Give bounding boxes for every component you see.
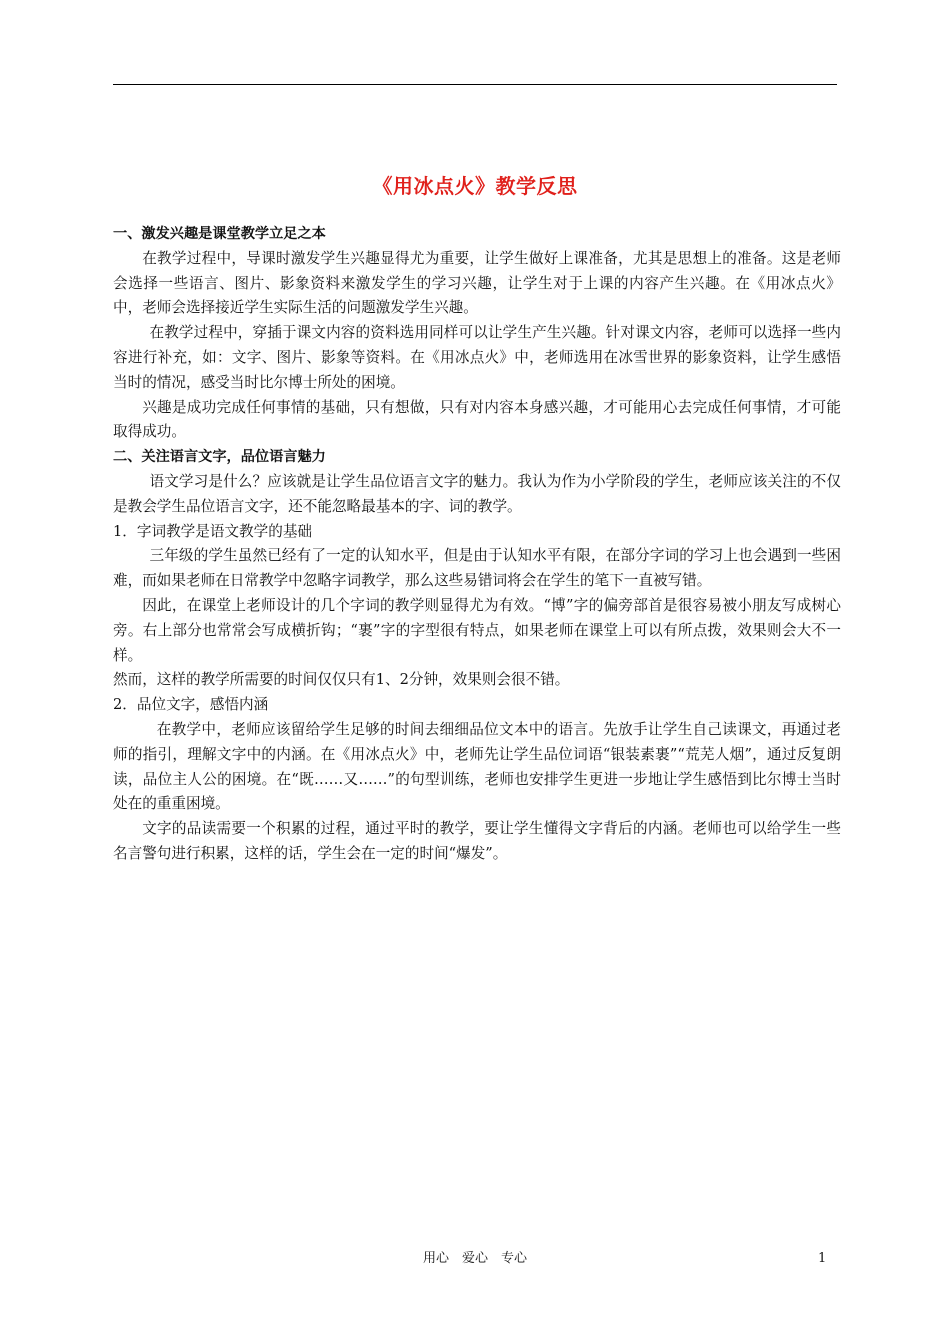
section-heading-1: 一、激发兴趣是课堂教学立足之本 bbox=[113, 226, 326, 242]
page-number: 1 bbox=[818, 1251, 827, 1266]
section-heading-2: 二、关注语言文字，品位语言魅力 bbox=[113, 449, 326, 466]
paragraph: 兴趣是成功完成任何事情的基础，只有想做，只有对内容本身感兴趣，才可能用心去完成任何事情，才可能取得成功。 bbox=[113, 398, 841, 441]
paragraph: 然而，这样的教学所需要的时间仅仅只有1、2分钟，效果则会很不错。 bbox=[113, 671, 570, 689]
footer-motto: 用心 爱心 专心 bbox=[422, 1251, 527, 1266]
subsection-heading-1: 1．字词教学是语文教学的基础 bbox=[113, 522, 313, 540]
paragraph: 在教学过程中，导课时激发学生兴趣显得尤为重要，让学生做好上课准备，尤其是思想上的准备。这是老师会选择一些语言、图片、影象资料来激发学生的学习兴趣，让学生对于上课的内容产生兴趣。在《用冰点火》中，老师会选择接近学生实际生活的问题激发学生兴趣。 bbox=[113, 249, 841, 317]
document-title: 《用冰点火》教学反思 bbox=[372, 174, 578, 198]
paragraph: 三年级的学生虽然已经有了一定的认知水平，但是由于认知水平有限，在部分字词的学习上也会遇到一些困难，而如果老师在日常教学中忽略字词教学，那么这些易错词将会在学生的笔下一直被写错。 bbox=[113, 547, 841, 590]
paragraph: 在教学过程中，穿插于课文内容的资料选用同样可以让学生产生兴趣。针对课文内容，老师可以选择一些内容进行补充，如：文字、图片、影象等资料。在《用冰点火》中，老师选用在冰雪世界的影象资料，让学生感悟当时的情况，感受当时比尔博士所处的困境。 bbox=[113, 324, 841, 391]
paragraph: 因此，在课堂上老师设计的几个字词的教学则显得尤为有效。“博”字的偏旁部首是很容易被小朋友写成树心旁。右上部分也常常会写成横折钩；“裹”字的字型很有特点，如果老师在课堂上可以有所点拨，效果则会大不一样。 bbox=[113, 596, 841, 664]
paragraph: 文字的品读需要一个积累的过程，通过平时的教学，要让学生懂得文字背后的内涵。老师也可以给学生一些名言警句进行积累，这样的话，学生会在一定的时间“爆发”。 bbox=[113, 820, 841, 862]
subsection-heading-2: 2．品位文字，感悟内涵 bbox=[113, 696, 269, 714]
paragraph: 在教学中，老师应该留给学生足够的时间去细细品位文本中的语言。先放手让学生自己读课文，再通过老师的指引，理解文字中的内涵。在《用冰点火》中，老师先让学生品位词语“银装素裹”“荒芜人烟”，通过反复朗读，品位主人公的困境。在“既……又……”的句型训练，老师也安排学生更进一步地让学生感悟到比尔博士当时处在的重重困境。 bbox=[113, 720, 841, 813]
header-rule bbox=[113, 84, 837, 85]
paragraph: 语文学习是什么？应该就是让学生品位语言文字的魅力。我认为作为小学阶段的学生，老师应该关注的不仅是教会学生品位语言文字，还不能忽略最基本的字、词的教学。 bbox=[113, 472, 841, 515]
document-body bbox=[113, 222, 841, 867]
